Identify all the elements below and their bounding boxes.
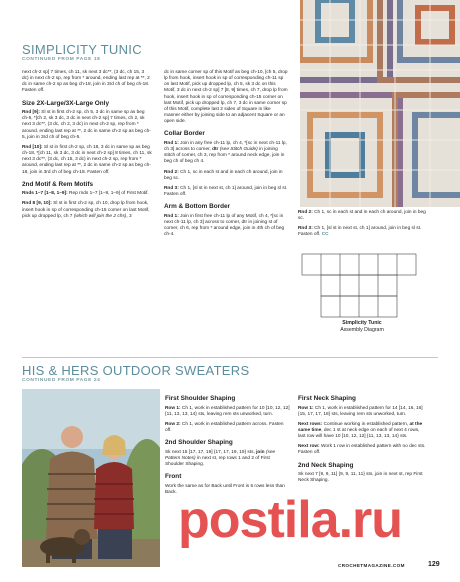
paragraph: Rnd 1: Join in first free ch-11 lp of any Motif, ch 4, *[sc in next ch-11 lp, ch 3] across to corner, dtr in joining st of corner, ch 6, rep from * around edge, join in 4th ch of beg ch-4.: [164, 213, 285, 238]
paragraph: Rnd 2: Ch 1, sc in each st and in each ch around, join in beg sc.: [298, 210, 426, 222]
section-heading: Collar Border: [164, 130, 205, 138]
paragraph: Row 1: Ch 1, work in established pattern for 10 [10, 12, 12] {11, 13, 13, 14} sts, leaving rem sts unworked, turn.: [165, 405, 290, 417]
paragraph: Next row: Work 1 row in established pattern with no dec sts. Fasten off.: [298, 444, 426, 456]
rnd-label: Rnd [10]:: [22, 144, 43, 150]
section-heading: Size 2X-Large/3X-Large Only: [22, 99, 110, 107]
paragraph: Rnd [9]: Sl st in first ch-2 sp, ch 5, 3 dc in same sp as beg ch-5, *[ch 2, sk 3 dc, 3 dc in next ch-2 sp] 7 times, ch 2, sk next 3 dc**, (3 dc, ch 2, 3 dc) in next ch-2 sp, rep from * around, ending last rep at **, 2 dc in same ch-2 sp as beg ch-5, join in 3rd ch of beg ch-5.: [22, 110, 151, 140]
section-heading: Arm & Bottom Border: [164, 203, 231, 211]
section-heading: 2nd Motif & Rem Motifs: [22, 180, 94, 188]
sweaters-column-2: [298, 390, 426, 488]
paragraph: Rnd 1: Join in any free ch-11 lp, ch 4, *[sc in next ch-11 lp, ch 3] across to corner, dtr (see Stitch Guide) in joining stitch of corner, ch 3, rep from * around neck edge, join in beg ch of beg ch 4.: [164, 140, 287, 165]
section-heading: First Neck Shaping: [298, 395, 356, 402]
tunic-column-1: [22, 70, 152, 224]
paragraph: dc in same corner sp of this Motif as beg ch-10, [ch 5, drop lp from hook, insert hook in sp of corresponding ch-11 sp on last Motif, pick up dropped lp, ch 5, sk 3 dc on this Motif, 3 dc in next ch-2 sp] 7 [8, 9] times, ch 7, drop lp from hook, insert hook in sp of corresponding ch-15 corner on last Motif, pick up dropped lp, ch 7, 3 dc in same corner sp of this Motif, complete last 2 sides of Square in like manner either by joining side to an adjacent Square or an open side.: [164, 70, 288, 125]
paragraph: Rnds 1–7 [1–8, 1–9]: Rep rnds 1–7 [1–8, 1–9] of First Motif.: [22, 191, 149, 197]
couple-with-dog-image: [22, 389, 160, 567]
paragraph: Work the same as for Back until Front is 6 rows less than Back.: [165, 483, 285, 495]
paragraph: Sk next 15 [17, 17, 19] {17, 17, 19, 19} sts, join (see Pattern Notes) in next st, rep rows 1 and 2 of First Shoulder Shaping.: [165, 449, 276, 467]
assembly-diagram: [300, 252, 418, 320]
paragraph: Next rows: Continue working in established pattern, at the same time, dec 1 st at neck edge on each of next 4 rows, last row will have 10 [10, 12, 12] {11, 13, 13, 14} sts.: [298, 421, 423, 440]
paragraph: Rnd 2: Ch 1, sc in each st and in each ch around, join in beg sc.: [164, 169, 283, 181]
tunic-title: SIMPLICITY TUNIC: [22, 42, 142, 57]
rnd-label: Rnds 1–7 [1–8, 1–9]:: [22, 191, 68, 197]
paragraph: Sk next 7 [9, 9, 11] {9, 9, 11, 11} sts, join in next st, rep First Neck Shaping.: [298, 472, 423, 484]
diagram-caption: [332, 320, 392, 333]
section-heading: 2nd Shoulder Shaping: [165, 439, 233, 447]
rnd-label: Rnd 8 [9, 10]:: [22, 201, 52, 207]
sweaters-title: HIS & HERS OUTDOOR SWEATERS: [22, 363, 250, 378]
footer-publication[interactable]: CROCHETMAGAZINE.COM: [338, 563, 405, 568]
end-mark: CC: [321, 232, 329, 238]
paragraph: Rnd 3: Ch 1, [sl st in next st, ch 1] around, join in beg sl st. Fasten off. CC: [298, 226, 422, 238]
paragraph: next ch-2 sp] 7 times, ch 11, sk next 3 dc**, (3 dc, ch 15, 3 dc) in next ch-2 sp, rep from * around, ending last rep at **, 2 dc in same ch-2 sp as beg ch-18, join in 3rd ch of beg ch-18. Fasten off.: [22, 70, 150, 94]
section-divider: [22, 357, 438, 358]
section-heading: Front: [165, 473, 182, 481]
section-heading: First Shoulder Shaping: [165, 395, 236, 402]
diagram-subtitle: Assembly Diagram: [340, 326, 384, 333]
tunic-detail-photo: [300, 0, 460, 207]
section-heading: 2nd Neck Shaping: [298, 461, 354, 469]
sweaters-photo: [22, 389, 160, 567]
paragraph: Row 1: Ch 1, work in established pattern for 14 [14, 16, 16] {15, 17, 17, 18} sts, leaving rem sts unworked, turn.: [298, 405, 423, 417]
paragraph: Rnd 8 [9, 10]: Sl st in first ch-2 sp, ch 10, drop lp from hook, insert hook in sp of corresponding ch-15 corner on last Motif, pick up dropped lp, ch 7 (which will join the 2 chs), 3: [22, 201, 150, 219]
tunic-continued: CONTINUED FROM PAGE 18: [22, 57, 101, 62]
watermark-logo: postila.ru: [178, 491, 403, 549]
tunic-column-2: [164, 70, 288, 242]
sweaters-continued: CONTINUED FROM PAGE 24: [22, 378, 101, 383]
paragraph: Row 2: Ch 1, work in established pattern across. Fasten off.: [165, 421, 284, 433]
diagram-title: Simplicity Tunic: [342, 320, 382, 326]
rnd-label: Rnd [9]:: [22, 110, 40, 116]
sweaters-column-1: [165, 390, 290, 500]
paragraph: Rnd 3: Ch 1, [sl st in next st, ch 1] around, join in beg sl st. Fasten off.: [164, 185, 288, 197]
page-number: 129: [428, 561, 440, 568]
crochet-squares-image: [300, 0, 460, 207]
paragraph: Rnd [10]: Sl st in first ch-2 sp, ch 18, 3 dc in same sp as beg ch-18, *[ch 11, sk 3 dc, 3 dc in next ch-2 sp] 8 times, ch 11, sk next 3 dc**, (3 dc, ch 15, 3 dc) in next ch-2 sp, rep from * around, ending last rep at **, 2 dc in same ch-2 sp as beg ch-18, join in 3rd ch of beg ch-18. Fasten off.: [22, 144, 152, 175]
tunic-column-3: [298, 210, 426, 243]
